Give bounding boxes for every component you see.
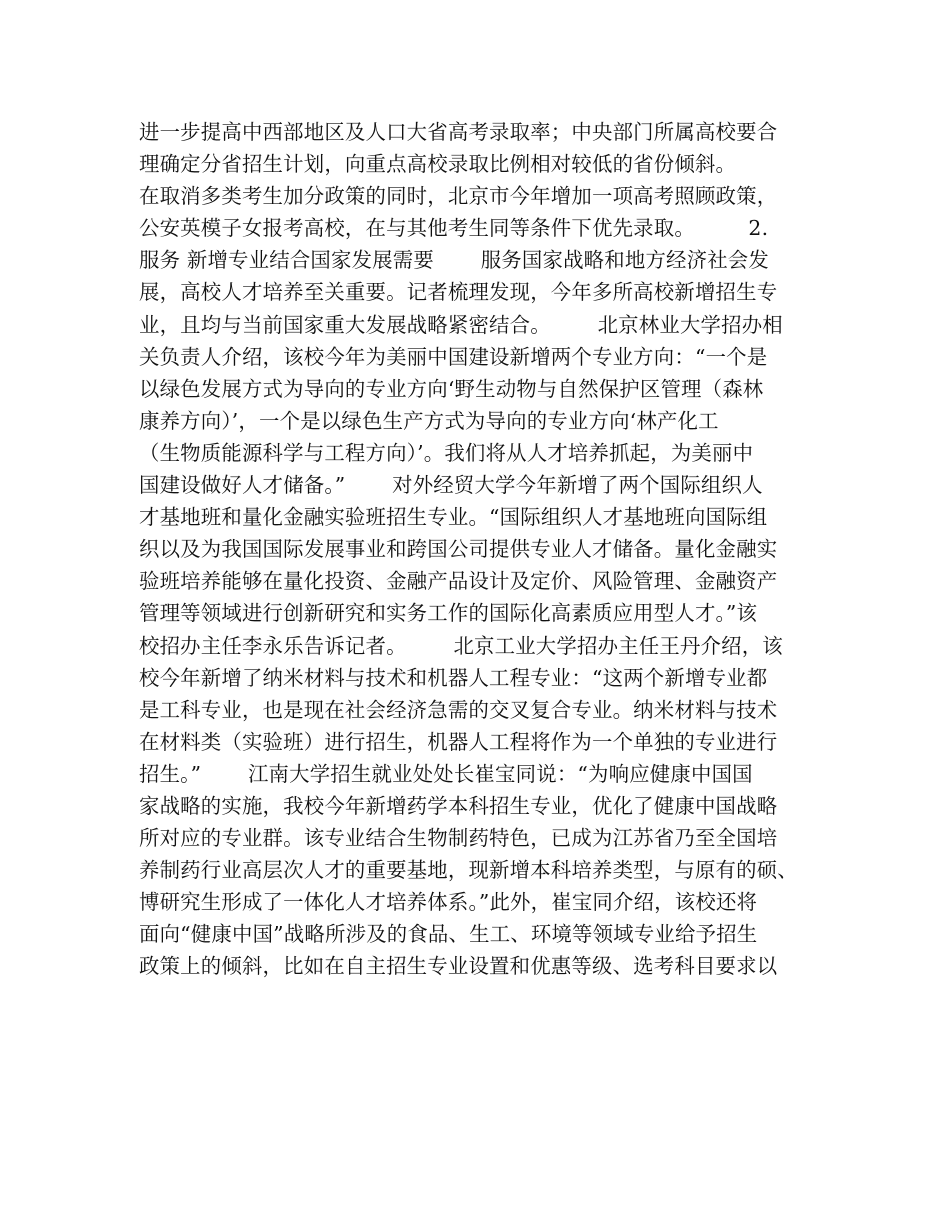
text-line: 招生。” 江南大学招生就业处处长崔宝同说：“为响应健康中国国 [139, 761, 753, 786]
text-line: 公安英模子女报考高校，在与其他考生同等条件下优先录取。 2. [139, 216, 769, 241]
text-line: 以绿色发展方式为导向的专业方向‘野生动物与自然保护区管理（森林 [139, 376, 764, 401]
text-line: 养制药行业高层次人才的重要基地，现新增本科培养类型，与原有的硕、 [139, 858, 798, 883]
text-line: 博研究生形成了一体化人才培养体系。”此外，崔宝同介绍，该校还将 [139, 890, 758, 915]
text-line: 展，高校人才培养至关重要。记者梳理发现，今年多所高校新增招生专 [139, 280, 778, 305]
text-line: 服务 新增专业结合国家发展需要 服务国家战略和地方经济社会发 [139, 248, 769, 273]
text-line: 国建设做好人才储备。” 对外经贸大学今年新增了两个国际组织人 [139, 473, 763, 498]
text-line: 关负责人介绍，该校今年为美丽中国建设新增两个专业方向：“一个是 [139, 344, 768, 369]
text-line: 管理等领域进行创新研究和实务工作的国际化高素质应用型人才。”该 [139, 601, 758, 626]
text-line: 面向“健康中国”战略所涉及的食品、生工、环境等领域专业给予招生 [139, 922, 758, 947]
text-line: 进一步提高中西部地区及人口大省高考录取率；中央部门所属高校要合 [139, 120, 778, 144]
text-line: 织以及为我国国际发展事业和跨国公司提供专业人才储备。量化金融实 [139, 537, 778, 562]
text-line: 理确定分省招生计划，向重点高校录取比例相对较低的省份倾斜。 [139, 152, 737, 177]
text-line: 政策上的倾斜，比如在自主招生专业设置和优惠等级、选考科目要求以 [139, 954, 778, 979]
text-line: 业，且均与当前国家重大发展战略紧密结合。 北京林业大学招办相 [139, 312, 783, 337]
text-line: 在取消多类考生加分政策的同时，北京市今年增加一项高考照顾政策， [139, 184, 778, 209]
text-line: 才基地班和量化金融实验班招生专业。“国际组织人才基地班向国际组 [139, 505, 768, 530]
text-line: 校今年新增了纳米材料与技术和机器人工程专业：“这两个新增专业都 [139, 665, 768, 690]
text-line: （生物质能源科学与工程方向）’。我们将从人才培养抓起，为美丽中 [139, 440, 754, 465]
text-line: 是工科专业，也是现在社会经济急需的交叉复合专业。纳米材料与技术 [139, 697, 778, 722]
text-line: 校招办主任李永乐告诉记者。 北京工业大学招办主任王丹介绍，该 [139, 633, 783, 658]
text-line: 康养方向）’，一个是以绿色生产方式为导向的专业方向‘林产化工 [139, 408, 719, 433]
text-line: 所对应的专业群。该专业结合生物制药特色，已成为江苏省乃至全国培 [139, 826, 778, 851]
text-line: 验班培养能够在量化投资、金融产品设计及定价、风险管理、金融资产 [139, 569, 778, 594]
body-text [139, 116, 829, 983]
text-line: 在材料类（实验班）进行招生，机器人工程将作为一个单独的专业进行 [139, 729, 778, 754]
text-line: 家战略的实施，我校今年新增药学本科招生专业，优化了健康中国战略 [139, 793, 778, 818]
